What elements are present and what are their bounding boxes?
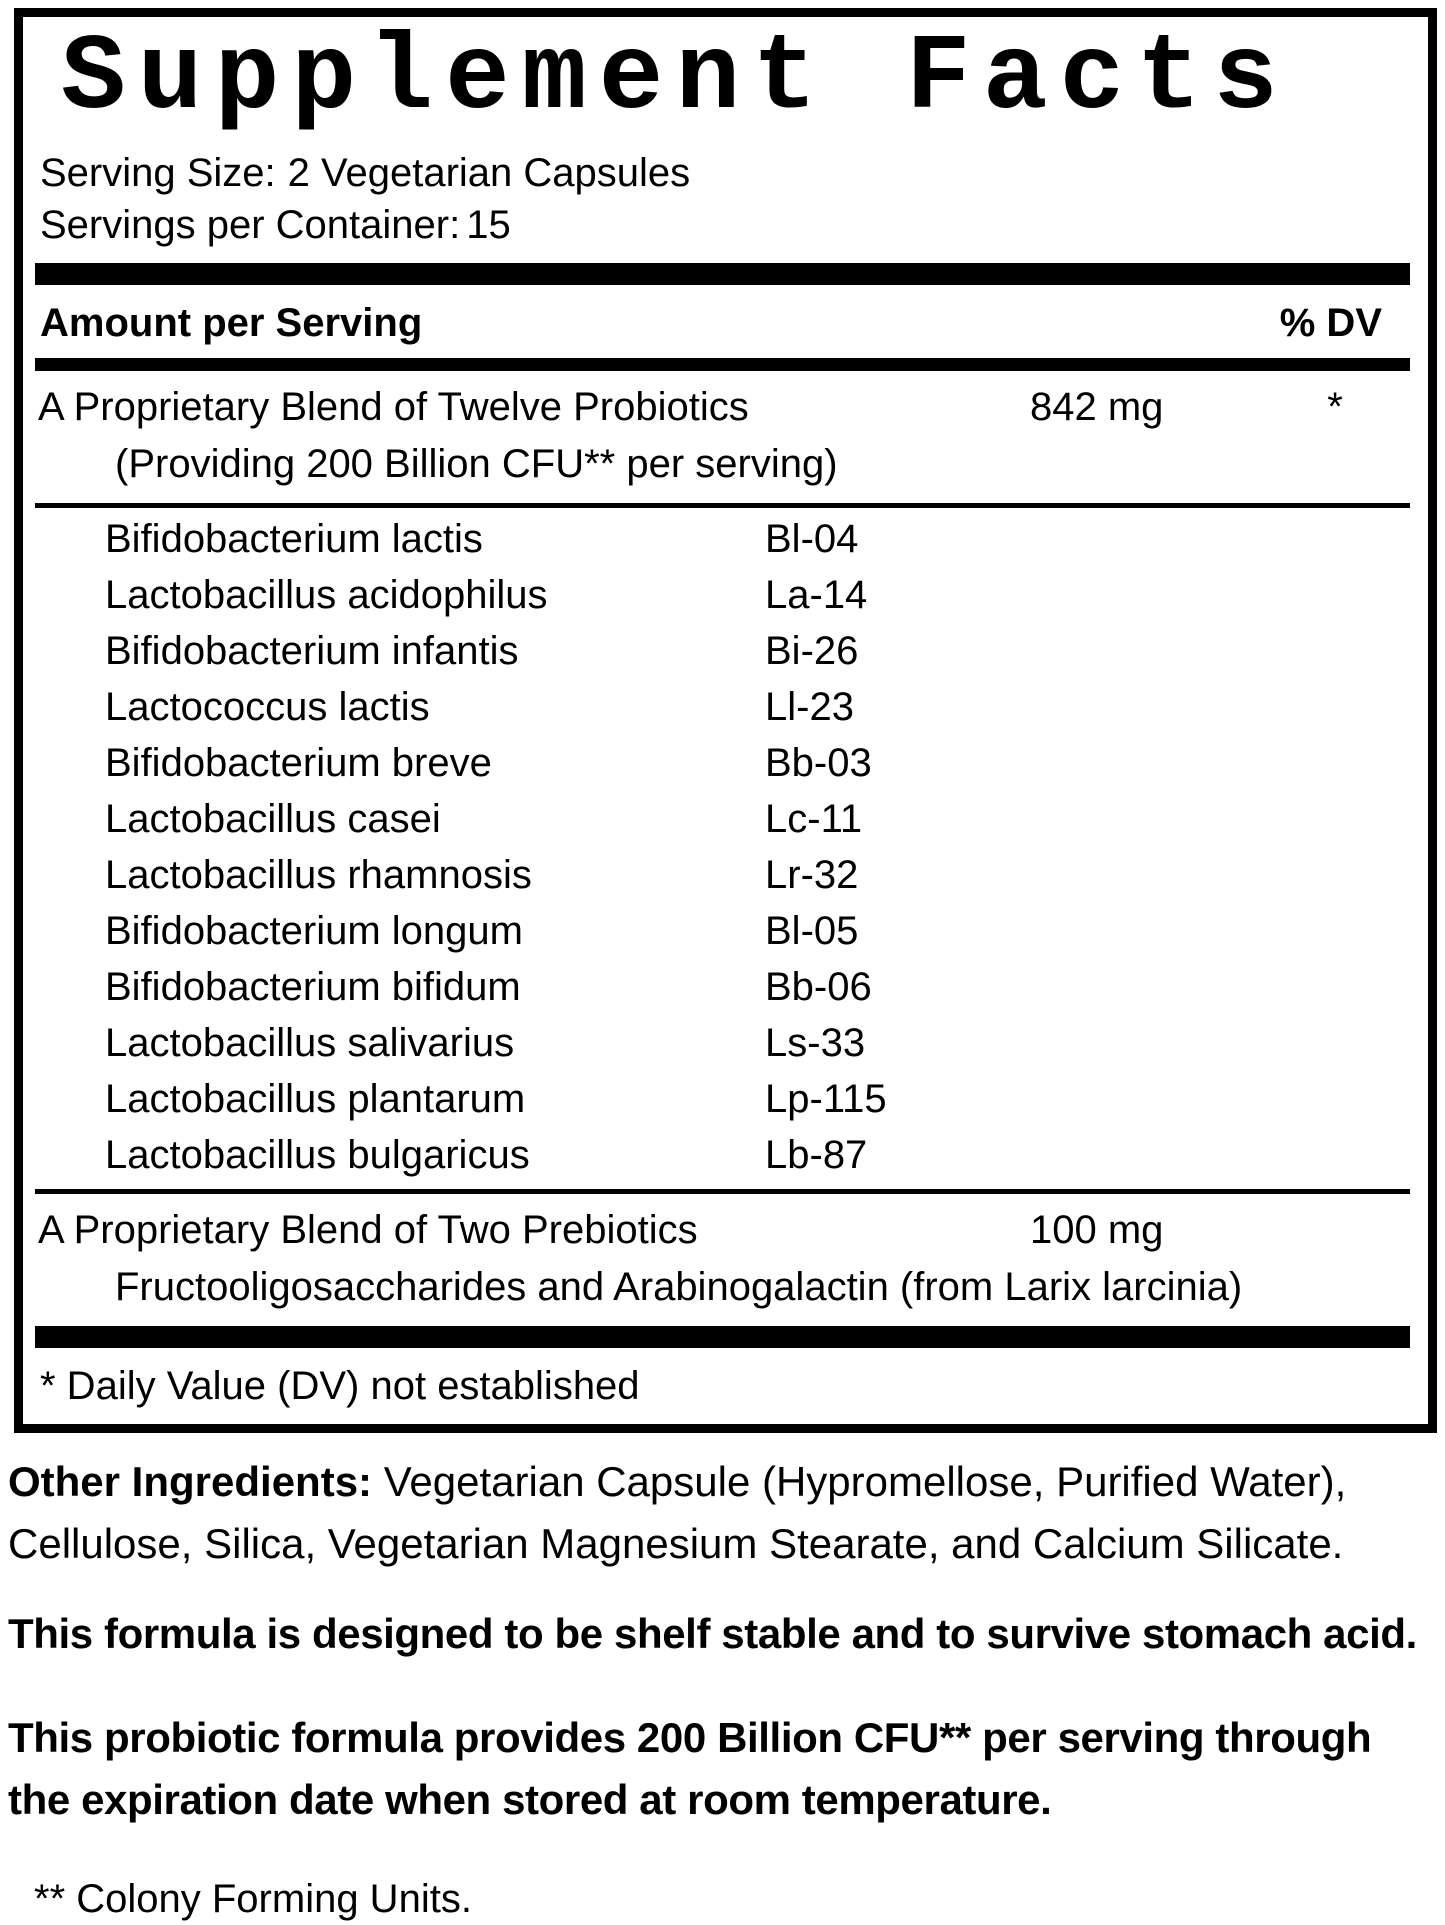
supplement-facts-panel xyxy=(14,8,1437,1433)
percent-dv-header: % DV xyxy=(1279,301,1382,346)
ingredient-strain-code: La-14 xyxy=(765,573,868,618)
ingredient-name: Bifidobacterium bifidum xyxy=(105,965,521,1010)
ingredient-strain-code: Bb-03 xyxy=(765,741,872,786)
panel-title: Supplement Facts xyxy=(61,18,1290,140)
servings-per-container-row xyxy=(40,199,1428,251)
divider-thick-top xyxy=(35,263,1410,285)
other-ingredients-label: Other Ingredients: xyxy=(8,1458,373,1506)
ingredient-name: Lactobacillus rhamnosis xyxy=(105,853,532,898)
ingredient-row xyxy=(23,679,1428,735)
ingredient-name: Bifidobacterium longum xyxy=(105,909,523,954)
ingredient-name: Bifidobacterium breve xyxy=(105,741,492,786)
divider-thick-bottom xyxy=(35,1326,1410,1348)
ingredient-row xyxy=(23,623,1428,679)
blend-prebiotics-block xyxy=(23,1194,1428,1326)
ingredient-row xyxy=(23,903,1428,959)
ingredient-strain-code: Ls-33 xyxy=(765,1021,866,1066)
ingredient-name: Lactobacillus plantarum xyxy=(105,1077,526,1122)
ingredient-row xyxy=(23,1127,1428,1183)
supplement-label-page xyxy=(0,8,1445,1922)
ingredient-strain-code: Lp-115 xyxy=(765,1077,887,1122)
ingredient-name: Bifidobacterium infantis xyxy=(105,629,519,674)
serving-size-row xyxy=(40,147,1428,199)
colony-forming-units-footnote: ** Colony Forming Units. xyxy=(34,1877,472,1922)
dv-footnote: * Daily Value (DV) not established xyxy=(40,1364,640,1409)
servings-per-container-value: 15 xyxy=(466,203,511,248)
ingredient-strain-code: Lr-32 xyxy=(765,853,859,898)
blend-probiotics-row xyxy=(23,379,1428,436)
blend-probiotics-subtitle-row xyxy=(23,436,1428,493)
ingredient-name: Lactobacillus casei xyxy=(105,797,441,842)
blend-probiotics-amount: 842 mg xyxy=(1030,385,1164,430)
below-panel-text xyxy=(0,1433,1445,1925)
ingredient-strain-code: Ll-23 xyxy=(765,685,854,730)
blend-probiotics-name: A Proprietary Blend of Twelve Probiotics xyxy=(38,385,749,430)
ingredient-name: Lactococcus lactis xyxy=(105,685,430,730)
ingredient-name: Lactobacillus acidophilus xyxy=(105,573,548,618)
blend-probiotics-block xyxy=(23,371,1428,503)
servings-per-container-label: Servings per Container: xyxy=(40,203,461,248)
other-ingredients-line2: Cellulose, Silica, Vegetarian Magnesium Stearate, and Calcium Silicate. xyxy=(8,1520,1344,1568)
serving-size-label: Serving Size: xyxy=(40,151,276,196)
ingredient-strain-code: Bb-06 xyxy=(765,965,872,1010)
cfu-note-line1: This probiotic formula provides 200 Billion CFU** per serving through xyxy=(8,1714,1372,1762)
amount-per-serving-header: Amount per Serving xyxy=(40,301,423,346)
other-ingredients-line1: Vegetarian Capsule (Hypromellose, Purified Water), xyxy=(383,1458,1347,1506)
ingredient-name: Lactobacillus salivarius xyxy=(105,1021,515,1066)
serving-info xyxy=(23,135,1428,251)
shelf-stable-note: This formula is designed to be shelf stable and to survive stomach acid. xyxy=(8,1610,1417,1658)
ingredient-strain-code: Bl-05 xyxy=(765,909,859,954)
blend-prebiotics-subtitle: Fructooligosaccharides and Arabinogalactin (from Larix larcinia) xyxy=(115,1265,1243,1310)
cfu-note xyxy=(8,1707,1435,1831)
ingredient-strain-code: Lb-87 xyxy=(765,1133,868,1178)
ingredient-row xyxy=(23,791,1428,847)
ingredient-strain-code: Bl-04 xyxy=(765,517,859,562)
blend-prebiotics-subtitle-row xyxy=(23,1259,1428,1316)
ingredient-row xyxy=(23,1071,1428,1127)
ingredient-name: Bifidobacterium lactis xyxy=(105,517,483,562)
ingredient-row xyxy=(23,1015,1428,1071)
other-ingredients-paragraph xyxy=(8,1451,1435,1575)
ingredient-name: Lactobacillus bulgaricus xyxy=(105,1133,530,1178)
strains-list xyxy=(23,508,1428,1189)
blend-probiotics-subtitle: (Providing 200 Billion CFU** per serving) xyxy=(115,442,838,487)
blend-prebiotics-amount: 100 mg xyxy=(1030,1208,1164,1253)
blend-prebiotics-name: A Proprietary Blend of Two Prebiotics xyxy=(38,1208,698,1253)
ingredient-row xyxy=(23,511,1428,567)
blend-probiotics-dv: * xyxy=(1327,385,1343,430)
ingredient-row xyxy=(23,735,1428,791)
ingredient-strain-code: Bi-26 xyxy=(765,629,859,674)
ingredient-strain-code: Lc-11 xyxy=(765,797,863,842)
blend-prebiotics-row xyxy=(23,1202,1428,1259)
ingredient-row xyxy=(23,567,1428,623)
divider-medium xyxy=(35,358,1410,371)
ingredient-row xyxy=(23,959,1428,1015)
cfu-note-line2: the expiration date when stored at room temperature. xyxy=(8,1776,1052,1824)
column-header-row xyxy=(23,285,1428,358)
ingredient-row xyxy=(23,847,1428,903)
serving-size-value: 2 Vegetarian Capsules xyxy=(287,151,691,196)
